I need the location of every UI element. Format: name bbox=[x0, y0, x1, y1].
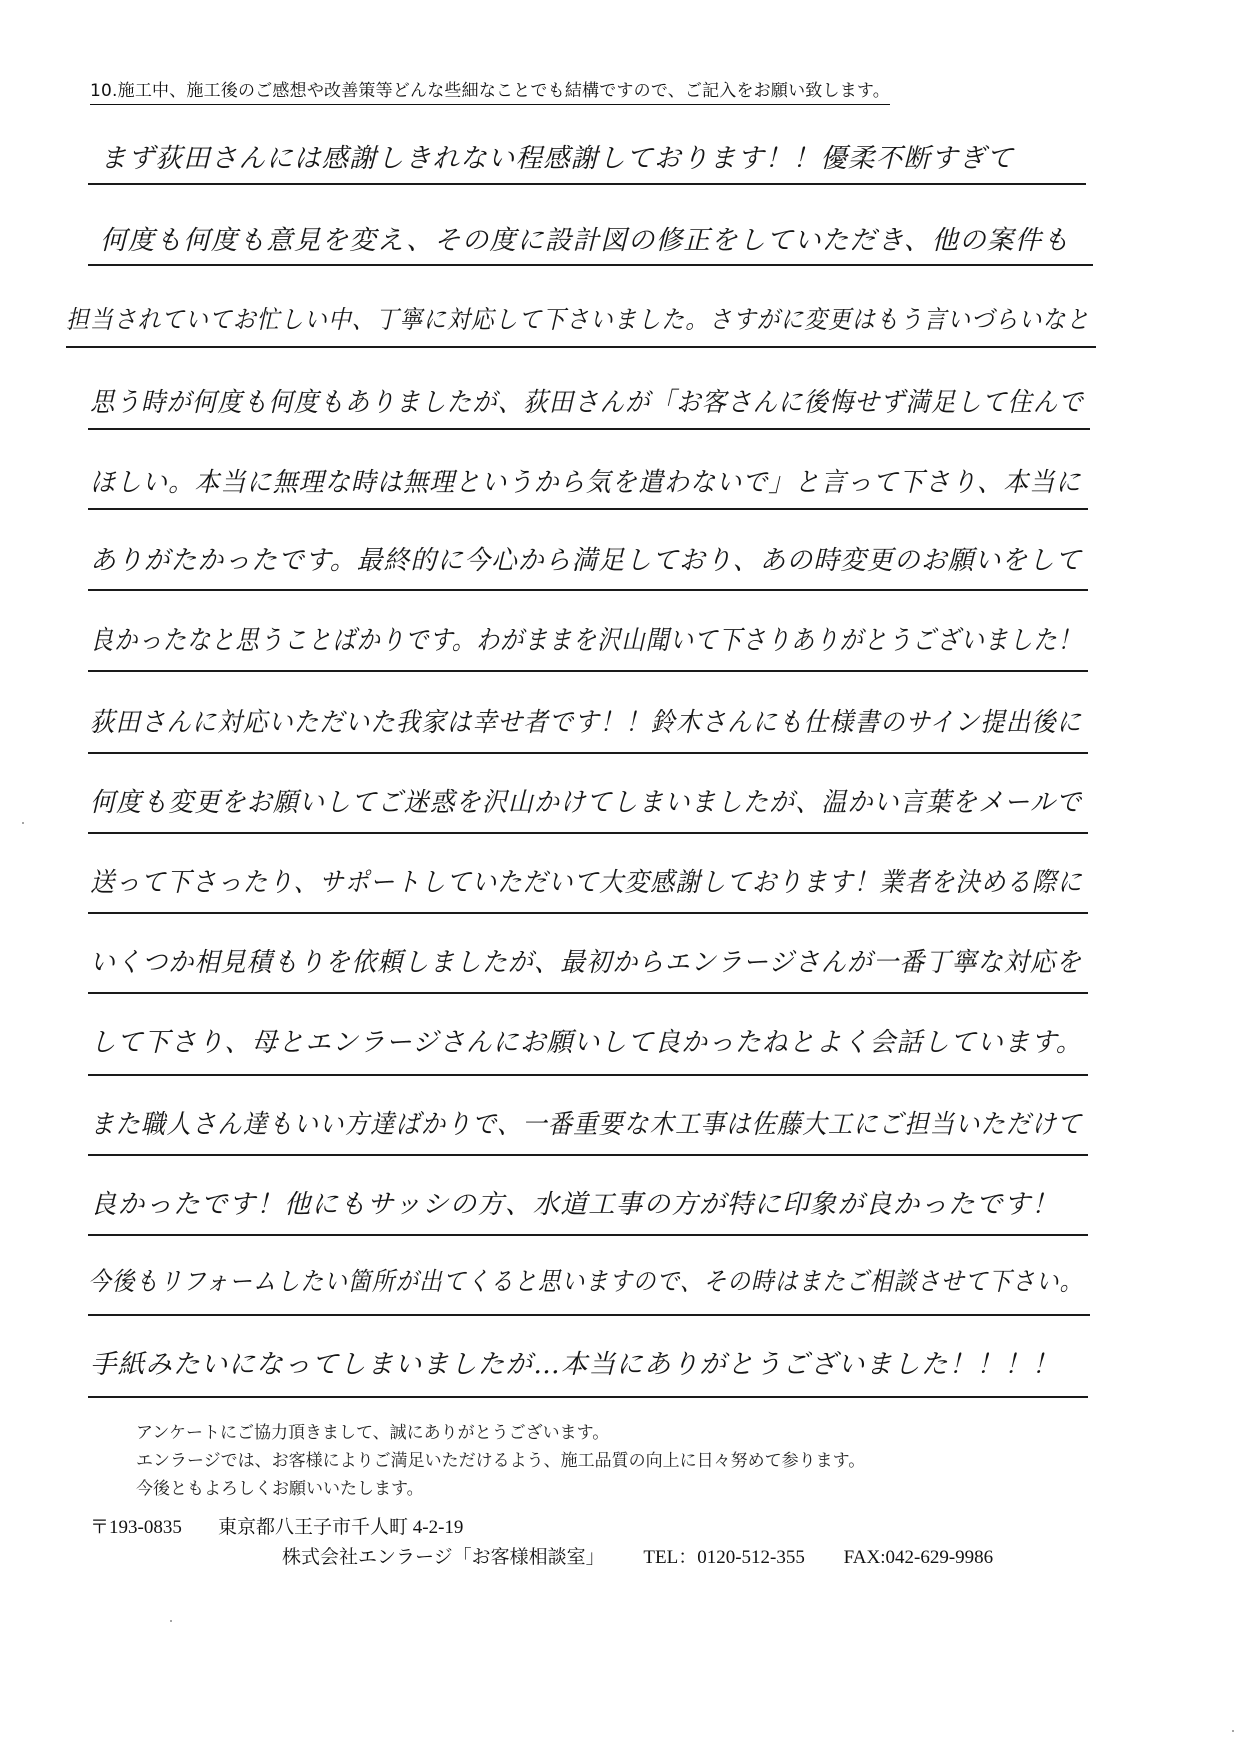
thanks-line-2: エンラージでは、お客様によりご満足いただけるよう、施工品質の向上に日々努めて参ります。 bbox=[136, 1451, 866, 1471]
company-name: 株式会社エンラージ「お客様相談室」 bbox=[282, 1547, 605, 1568]
answer-line-9: 何度も変更をお願いしてご迷惑を沢山かけてしまいましたが、温かい言葉をメールで bbox=[90, 787, 1083, 818]
rule-line-7 bbox=[88, 670, 1088, 672]
answer-line-2: 何度も何度も意見を変え、その度に設計図の修正をしていただき、他の案件も bbox=[100, 225, 1071, 256]
rule-line-16 bbox=[88, 1396, 1088, 1398]
rule-line-15 bbox=[88, 1314, 1090, 1316]
rule-line-13 bbox=[88, 1154, 1088, 1156]
postal-code: 〒193-0835 bbox=[90, 1517, 182, 1538]
rule-line-5 bbox=[88, 508, 1088, 510]
answer-line-8: 荻田さんに対応いただいた我家は幸せ者です！！鈴木さんにも仕様書のサイン提出後に bbox=[90, 707, 1083, 738]
rule-line-9 bbox=[88, 832, 1088, 834]
answer-line-12: して下さり、母とエンラージさんにお願いして良かったねとよく会話しています。 bbox=[90, 1027, 1083, 1058]
rule-line-2 bbox=[88, 264, 1093, 266]
question-heading: 10.施工中、施工後のご感想や改善策等どんな些細なことでも結構ですので、ご記入をお願い致します。 bbox=[90, 76, 890, 105]
answer-line-7: 良かったなと思うことばかりです。わがままを沢山聞いて下さりありがとうございました！ bbox=[90, 625, 1082, 656]
tel-number: TEL：0120-512-355 bbox=[643, 1547, 805, 1568]
scan-speck bbox=[1232, 1730, 1234, 1732]
answer-line-5: ほしい。本当に無理な時は無理というから気を遣わないで」と言って下さり、本当に bbox=[90, 467, 1082, 498]
rule-line-4 bbox=[88, 428, 1090, 430]
answer-line-3: 担当されていてお忙しい中、丁寧に対応して下さいました。さすがに変更はもう言いづらいなと bbox=[66, 305, 1091, 334]
rule-line-11 bbox=[88, 992, 1088, 994]
company-contact bbox=[282, 1542, 993, 1569]
rule-line-12 bbox=[88, 1074, 1088, 1076]
fax-number: FAX:042-629-9986 bbox=[843, 1547, 994, 1568]
answer-line-11: いくつか相見積もりを依頼しましたが、最初からエンラージさんが一番丁寧な対応を bbox=[90, 947, 1083, 978]
answer-line-10: 送って下さったり、サポートしていただいて大変感謝しております！業者を決める際に bbox=[90, 867, 1083, 898]
rule-line-3 bbox=[66, 346, 1096, 348]
answer-line-16: 手紙みたいになってしまいましたが…本当にありがとうございました！！！！ bbox=[90, 1349, 1060, 1380]
thanks-line-3: 今後ともよろしくお願いいたします。 bbox=[136, 1479, 424, 1499]
rule-line-6 bbox=[88, 589, 1088, 591]
rule-line-1 bbox=[88, 183, 1086, 185]
thanks-line-1: アンケートにご協力頂きまして、誠にありがとうございます。 bbox=[136, 1423, 610, 1443]
answer-line-14: 良かったです！他にもサッシの方、水道工事の方が特に印象が良かったです！ bbox=[90, 1189, 1059, 1220]
answer-line-1: まず荻田さんには感謝しきれない程感謝しております！！優柔不断すぎて bbox=[100, 143, 1015, 174]
rule-line-10 bbox=[88, 912, 1088, 914]
rule-line-8 bbox=[88, 752, 1088, 754]
answer-line-13: また職人さん達もいい方達ばかりで、一番重要な木工事は佐藤大工にご担当いただけて bbox=[90, 1109, 1083, 1140]
scan-speck bbox=[170, 1620, 172, 1622]
rule-line-14 bbox=[88, 1234, 1088, 1236]
company-address: 東京都八王子市千人町 4-2-19 bbox=[218, 1517, 464, 1538]
scan-speck bbox=[22, 822, 24, 824]
answer-line-6: ありがたかったです。最終的に今心から満足しており、あの時変更のお願いをして bbox=[90, 545, 1083, 576]
answer-line-4: 思う時が何度も何度もありましたが、荻田さんが「お客さんに後悔せず満足して住んで bbox=[90, 387, 1084, 418]
answer-line-15: 今後もリフォームしたい箇所が出てくると思いますので、その時はまたご相談させて下さい。 bbox=[88, 1267, 1084, 1297]
